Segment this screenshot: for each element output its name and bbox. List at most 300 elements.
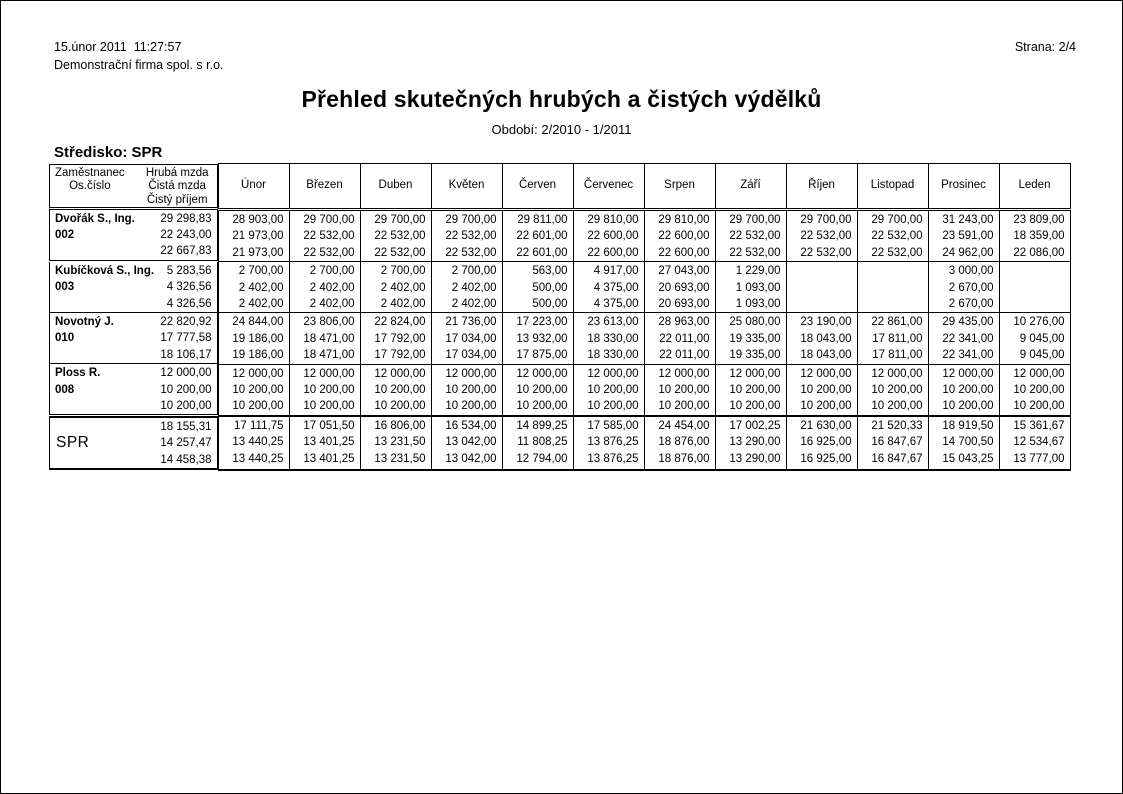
value-stack xyxy=(361,365,431,415)
value-line: 4 326,56 xyxy=(166,281,212,294)
value-line: 29 700,00 xyxy=(871,214,923,226)
value-stack xyxy=(503,211,573,261)
total-label: SPR xyxy=(56,433,90,451)
value-line: 10 200,00 xyxy=(658,384,710,397)
value-cell xyxy=(573,364,644,416)
value-stack xyxy=(645,313,715,363)
value-line: 4 375,00 xyxy=(593,298,639,311)
value-line: 10 200,00 xyxy=(516,384,568,397)
value-line: 23 190,00 xyxy=(800,316,852,329)
value-line: 20 693,00 xyxy=(658,281,710,294)
value-cell xyxy=(644,262,715,313)
value-line: 18 876,00 xyxy=(658,436,710,449)
value-cell xyxy=(431,210,502,262)
value-line: 18 106,17 xyxy=(160,348,212,361)
value-line: 12 000,00 xyxy=(160,367,212,380)
value-line: 10 200,00 xyxy=(871,384,923,397)
value-line: 22 532,00 xyxy=(445,230,497,243)
value-cell xyxy=(573,262,644,313)
value-line: 13 440,25 xyxy=(232,436,284,449)
value-line: 2 700,00 xyxy=(380,265,426,278)
value-stack xyxy=(361,262,431,312)
value-line: 21 736,00 xyxy=(445,316,497,329)
employee-id xyxy=(50,364,100,414)
value-cell xyxy=(786,364,857,416)
value-line: 22 532,00 xyxy=(871,230,923,243)
value-cell xyxy=(786,262,857,313)
value-line: 24 962,00 xyxy=(942,246,994,259)
metric-header-labels xyxy=(146,165,217,207)
value-cell xyxy=(360,416,431,470)
value-line: 21 973,00 xyxy=(232,246,284,259)
value-line: 22 532,00 xyxy=(871,246,923,259)
value-stack xyxy=(361,417,431,467)
value-cell xyxy=(431,313,502,364)
value-line: 29 811,00 xyxy=(517,214,568,226)
table-container xyxy=(49,163,1071,471)
value-line: 10 200,00 xyxy=(587,384,639,397)
value-stack xyxy=(432,365,502,415)
value-line: 17 777,58 xyxy=(160,332,212,345)
value-line: 1 229,00 xyxy=(735,265,781,278)
value-cell xyxy=(857,210,928,262)
value-line: 22 600,00 xyxy=(587,246,639,259)
value-stack xyxy=(929,211,999,261)
value-cell xyxy=(360,262,431,313)
value-line: 22 861,00 xyxy=(871,316,923,329)
employee-name: Dvořák S., Ing. xyxy=(55,212,135,225)
header-label: Zaměstnanec xyxy=(55,166,125,179)
value-line: 13 290,00 xyxy=(729,436,781,449)
value-line: 18 043,00 xyxy=(800,332,852,345)
value-cell xyxy=(218,416,289,470)
value-cell xyxy=(644,364,715,416)
value-cell xyxy=(218,210,289,262)
value-line: 4 326,56 xyxy=(166,297,212,310)
value-line xyxy=(787,296,857,312)
value-line: 10 200,00 xyxy=(445,400,497,413)
value-line: 12 000,00 xyxy=(800,367,852,380)
value-line: 23 806,00 xyxy=(303,316,355,329)
value-line xyxy=(1000,263,1070,279)
value-line: 23 591,00 xyxy=(942,230,994,243)
employee-code: 008 xyxy=(55,383,75,396)
month-header xyxy=(502,164,573,210)
value-stack xyxy=(645,417,715,467)
month-header-label: Listopad xyxy=(870,179,915,191)
value-line: 1 093,00 xyxy=(735,281,781,294)
value-line: 21 973,00 xyxy=(232,230,284,243)
value-cell xyxy=(360,313,431,364)
value-stack xyxy=(787,211,857,261)
value-stack xyxy=(219,211,289,261)
value-line: 2 402,00 xyxy=(451,281,497,294)
employee-id xyxy=(50,262,154,312)
value-line: 27 043,00 xyxy=(658,265,710,278)
value-line: 13 290,00 xyxy=(729,452,781,465)
value-stack xyxy=(787,365,857,415)
value-line: 2 402,00 xyxy=(451,298,497,311)
value-cell xyxy=(928,262,999,313)
value-cell xyxy=(786,313,857,364)
value-line: 16 534,00 xyxy=(445,419,497,432)
value-line: 18 330,00 xyxy=(587,349,639,362)
value-line: 17 111,75 xyxy=(234,419,284,432)
value-line: 16 847,67 xyxy=(871,436,923,449)
value-line: 10 200,00 xyxy=(587,400,639,413)
value-line: 4 917,00 xyxy=(593,265,639,278)
page-number: Strana: 2/4 xyxy=(1014,40,1076,54)
month-header-label: Duben xyxy=(378,179,413,191)
table-header-row xyxy=(49,164,1070,210)
value-line: 10 200,00 xyxy=(303,384,355,397)
value-line: 22 600,00 xyxy=(658,246,710,259)
employee-row xyxy=(49,262,1070,313)
month-header xyxy=(857,164,928,210)
value-line: 10 276,00 xyxy=(1013,316,1065,329)
value-cell xyxy=(857,364,928,416)
value-line: 10 200,00 xyxy=(1013,400,1065,413)
value-line xyxy=(787,280,857,296)
value-stack xyxy=(1000,365,1070,415)
value-cell xyxy=(715,313,786,364)
value-line: 22 600,00 xyxy=(587,230,639,243)
value-cell xyxy=(289,262,360,313)
value-cell xyxy=(573,313,644,364)
value-line: 10 200,00 xyxy=(516,400,568,413)
value-line: 13 401,25 xyxy=(303,452,355,465)
value-line: 13 440,25 xyxy=(232,452,284,465)
month-header-label: Říjen xyxy=(808,179,835,191)
value-stack xyxy=(219,365,289,415)
value-line: 10 200,00 xyxy=(871,400,923,413)
value-line: 13 876,25 xyxy=(587,452,639,465)
value-cell xyxy=(502,416,573,470)
value-stack xyxy=(929,417,999,467)
value-line: 2 402,00 xyxy=(380,298,426,311)
value-cell xyxy=(573,210,644,262)
value-line: 500,00 xyxy=(532,298,568,311)
value-cell xyxy=(786,416,857,470)
value-line xyxy=(787,263,857,279)
value-line: 12 000,00 xyxy=(232,367,284,380)
month-header xyxy=(289,164,360,210)
value-line: 12 000,00 xyxy=(1013,367,1065,380)
value-line: 17 792,00 xyxy=(374,349,426,362)
value-line: 29 700,00 xyxy=(374,214,426,226)
value-line: 17 223,00 xyxy=(516,316,568,329)
value-cell xyxy=(715,262,786,313)
employee-cell xyxy=(49,210,218,261)
value-line: 19 335,00 xyxy=(729,349,781,362)
company-name: Demonstrační firma spol. s r.o. xyxy=(54,58,224,72)
employee-row xyxy=(49,313,1070,364)
value-line: 28 903,00 xyxy=(232,214,284,226)
value-line: 22 601,00 xyxy=(516,230,568,243)
value-cell xyxy=(715,416,786,470)
value-line: 10 200,00 xyxy=(160,383,212,396)
value-stack xyxy=(929,313,999,363)
value-stack xyxy=(290,417,360,467)
value-stack xyxy=(858,262,928,312)
value-stack xyxy=(787,313,857,363)
value-line: 22 341,00 xyxy=(942,349,994,362)
value-cell xyxy=(857,313,928,364)
value-cell xyxy=(431,262,502,313)
value-line: 22 824,00 xyxy=(374,316,426,329)
value-line: 29 298,83 xyxy=(160,212,212,225)
value-line: 18 876,00 xyxy=(658,452,710,465)
employee-row xyxy=(49,210,1070,262)
value-stack xyxy=(503,365,573,415)
value-line: 22 532,00 xyxy=(729,230,781,243)
value-line: 22 532,00 xyxy=(729,246,781,259)
value-line: 21 520,33 xyxy=(871,419,923,432)
value-line: 2 700,00 xyxy=(238,265,284,278)
value-line: 15 361,67 xyxy=(1013,419,1065,432)
value-cell xyxy=(928,416,999,470)
value-line: 22 532,00 xyxy=(374,230,426,243)
header-label: Hrubá mzda xyxy=(145,166,209,179)
value-cell xyxy=(786,210,857,262)
value-line: 29 435,00 xyxy=(942,316,994,329)
employee-id xyxy=(50,210,135,260)
value-line xyxy=(858,296,928,312)
value-stack xyxy=(716,262,786,312)
month-header xyxy=(786,164,857,210)
employee-code: 010 xyxy=(55,332,75,345)
month-header-label: Červen xyxy=(518,179,557,191)
value-line: 2 402,00 xyxy=(238,298,284,311)
value-line: 3 000,00 xyxy=(948,265,994,278)
value-stack xyxy=(929,365,999,415)
value-line: 13 042,00 xyxy=(445,452,497,465)
value-stack xyxy=(361,313,431,363)
month-header-label: Březen xyxy=(306,179,343,191)
value-stack xyxy=(645,211,715,261)
value-line: 13 932,00 xyxy=(516,332,568,345)
value-line: 2 700,00 xyxy=(451,265,497,278)
month-header xyxy=(715,164,786,210)
month-header-label: Leden xyxy=(1018,179,1051,191)
header-label: Os.číslo xyxy=(69,180,111,192)
value-line: 13 231,50 xyxy=(374,436,426,449)
value-line: 17 875,00 xyxy=(516,349,568,362)
value-line xyxy=(858,263,928,279)
value-line: 12 000,00 xyxy=(516,367,568,380)
value-line: 10 200,00 xyxy=(160,399,212,412)
value-line: 22 601,00 xyxy=(516,246,568,259)
value-stack xyxy=(858,313,928,363)
month-header xyxy=(644,164,715,210)
value-cell xyxy=(573,416,644,470)
value-line: 29 700,00 xyxy=(729,214,781,226)
value-line: 10 200,00 xyxy=(942,400,994,413)
value-line: 18 471,00 xyxy=(303,349,355,362)
value-line: 2 402,00 xyxy=(238,281,284,294)
employee-cell xyxy=(49,313,218,364)
value-line: 17 002,25 xyxy=(729,419,781,432)
value-line: 19 335,00 xyxy=(729,332,781,345)
employee-averages xyxy=(135,210,217,260)
value-line: 10 200,00 xyxy=(232,400,284,413)
value-line: 19 186,00 xyxy=(232,332,284,345)
value-stack xyxy=(290,313,360,363)
month-header xyxy=(360,164,431,210)
value-line: 4 375,00 xyxy=(593,281,639,294)
value-stack xyxy=(1000,417,1070,467)
value-line: 18 359,00 xyxy=(1013,230,1065,243)
value-line: 31 243,00 xyxy=(942,214,994,226)
employee-column-header xyxy=(49,164,218,210)
value-stack xyxy=(716,211,786,261)
month-header xyxy=(431,164,502,210)
value-line: 25 080,00 xyxy=(729,316,781,329)
value-line: 22 532,00 xyxy=(800,246,852,259)
value-line: 18 330,00 xyxy=(587,332,639,345)
value-cell xyxy=(999,313,1070,364)
value-line: 18 471,00 xyxy=(303,332,355,345)
value-line: 21 630,00 xyxy=(800,419,852,432)
value-stack xyxy=(716,417,786,467)
month-header-label: Srpen xyxy=(664,179,695,191)
value-line: 22 667,83 xyxy=(160,245,212,258)
value-line: 2 402,00 xyxy=(380,281,426,294)
value-line: 13 231,50 xyxy=(374,452,426,465)
value-line: 29 700,00 xyxy=(445,214,497,226)
month-header-label: Září xyxy=(740,179,761,191)
value-stack xyxy=(1000,211,1070,261)
value-line: 12 000,00 xyxy=(942,367,994,380)
employee-row xyxy=(49,364,1070,416)
value-line: 1 093,00 xyxy=(735,298,781,311)
value-line: 12 000,00 xyxy=(445,367,497,380)
value-line: 12 000,00 xyxy=(303,367,355,380)
value-cell xyxy=(857,262,928,313)
value-stack xyxy=(858,365,928,415)
value-line: 18 919,50 xyxy=(942,419,994,432)
value-cell xyxy=(715,210,786,262)
value-line: 17 811,00 xyxy=(872,332,923,345)
value-line: 10 200,00 xyxy=(445,384,497,397)
employee-cell xyxy=(49,364,218,415)
value-stack xyxy=(503,313,573,363)
value-line: 17 811,00 xyxy=(872,349,923,362)
value-stack xyxy=(290,262,360,312)
value-stack xyxy=(290,365,360,415)
value-stack xyxy=(1000,313,1070,363)
value-line: 10 200,00 xyxy=(232,384,284,397)
value-stack xyxy=(858,417,928,467)
print-date: 15.únor 2011 11:27:57 xyxy=(54,40,182,54)
value-line: 9 045,00 xyxy=(1019,332,1065,345)
report-title: Přehled skutečných hrubých a čistých výdělků xyxy=(301,86,822,112)
value-cell xyxy=(999,210,1070,262)
value-stack xyxy=(787,262,857,312)
value-line xyxy=(858,280,928,296)
value-cell xyxy=(218,313,289,364)
value-line: 22 532,00 xyxy=(303,230,355,243)
value-cell xyxy=(644,210,715,262)
total-cell xyxy=(49,416,218,470)
value-line: 18 043,00 xyxy=(800,349,852,362)
value-line: 22 532,00 xyxy=(445,246,497,259)
value-line: 22 243,00 xyxy=(160,228,212,241)
value-stack xyxy=(645,365,715,415)
value-cell xyxy=(218,262,289,313)
value-cell xyxy=(928,313,999,364)
value-line: 16 847,67 xyxy=(871,452,923,465)
value-line: 20 693,00 xyxy=(658,298,710,311)
value-line: 17 034,00 xyxy=(445,349,497,362)
value-line: 17 792,00 xyxy=(374,332,426,345)
value-stack xyxy=(432,262,502,312)
employee-cell xyxy=(49,262,218,313)
report-period: Období: 2/2010 - 1/2011 xyxy=(491,122,632,137)
value-stack xyxy=(432,313,502,363)
value-cell xyxy=(928,364,999,416)
value-stack xyxy=(645,262,715,312)
value-line: 22 600,00 xyxy=(658,230,710,243)
employee-code: 003 xyxy=(55,281,75,294)
value-stack xyxy=(574,211,644,261)
value-line: 24 844,00 xyxy=(232,316,284,329)
value-stack xyxy=(503,417,573,467)
value-line: 16 925,00 xyxy=(800,452,852,465)
value-line: 563,00 xyxy=(532,265,568,278)
value-line: 12 794,00 xyxy=(516,452,568,465)
value-line: 10 200,00 xyxy=(303,400,355,413)
value-cell xyxy=(289,364,360,416)
value-line: 17 051,50 xyxy=(303,419,355,432)
value-stack xyxy=(716,313,786,363)
value-cell xyxy=(999,364,1070,416)
value-line: 22 011,00 xyxy=(659,332,710,345)
value-line: 13 876,25 xyxy=(587,436,639,449)
value-stack xyxy=(787,417,857,467)
value-line: 10 200,00 xyxy=(374,400,426,413)
value-line: 13 777,00 xyxy=(1013,452,1065,465)
value-cell xyxy=(431,364,502,416)
employee-name: Novotný J. xyxy=(55,315,114,328)
value-line: 12 000,00 xyxy=(729,367,781,380)
employee-id xyxy=(50,313,114,363)
value-stack xyxy=(361,211,431,261)
employee-code: 002 xyxy=(55,228,75,241)
value-stack xyxy=(219,313,289,363)
value-line: 22 820,92 xyxy=(160,315,212,328)
value-line xyxy=(1000,296,1070,312)
value-stack xyxy=(432,417,502,467)
value-line: 2 402,00 xyxy=(309,281,355,294)
value-line: 24 454,00 xyxy=(658,419,710,432)
value-line: 23 809,00 xyxy=(1013,214,1065,226)
value-line: 500,00 xyxy=(532,281,568,294)
value-line xyxy=(1000,280,1070,296)
value-stack xyxy=(858,211,928,261)
value-line: 14 700,50 xyxy=(942,436,994,449)
value-cell xyxy=(999,262,1070,313)
value-line: 2 670,00 xyxy=(948,298,994,311)
value-line: 23 613,00 xyxy=(587,316,639,329)
value-line: 22 532,00 xyxy=(800,230,852,243)
value-stack xyxy=(219,417,289,467)
value-line: 15 043,25 xyxy=(942,452,994,465)
value-line: 16 806,00 xyxy=(374,419,426,432)
value-stack xyxy=(574,417,644,467)
value-line: 2 402,00 xyxy=(309,298,355,311)
value-cell xyxy=(999,416,1070,470)
